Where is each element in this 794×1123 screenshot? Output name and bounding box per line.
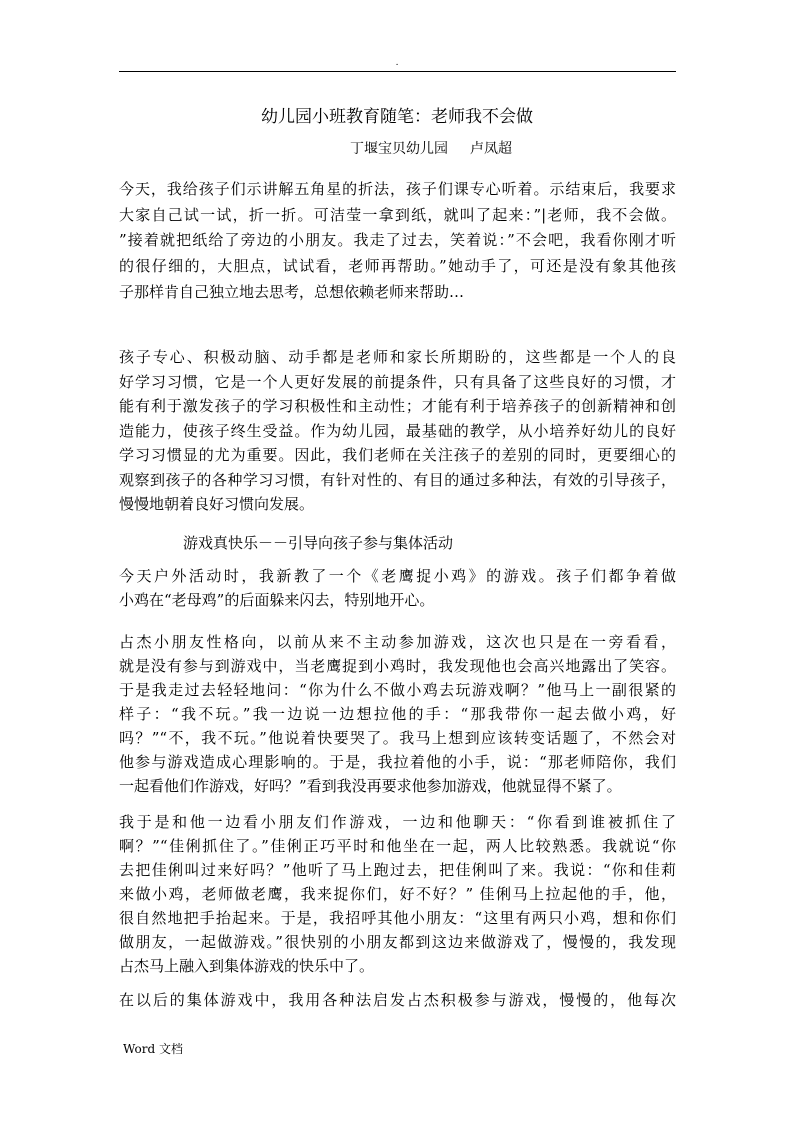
paragraph-5 (119, 810, 676, 978)
paragraph-6 (119, 988, 676, 1012)
paragraph-3 (119, 564, 676, 612)
header-rule (119, 71, 676, 72)
author-line (350, 139, 512, 159)
paragraph-1 (119, 177, 676, 305)
text-line: ”接着就把纸给了旁边的小朋友。我走了过去，笑着说：”不会吧，我看你刚才听 (119, 231, 676, 250)
footer-label: Word 文档 (123, 1042, 183, 1056)
text-line: 于是我走过去轻轻地问：“你为什么不做小鸡去玩游戏啊？”他马上一副很紧的 (119, 681, 676, 699)
text-line: 啊？”“佳俐抓住了。”佳俐正巧平时和他坐在一起，两人比较熟悉。我就说“你 (119, 837, 676, 855)
text-line: 来做小鸡，老师做老鹰，我来捉你们，好不好？” 佳俐马上拉起他的手，他， (119, 885, 676, 903)
text-line: 占杰马上融入到集体游戏的快乐中了。 (119, 957, 375, 975)
text-line: 很自然地把手抬起来。于是，我招呼其他小朋友：“这里有两只小鸡，想和你们 (119, 909, 676, 927)
text-line: 一起看他们作游戏，好吗？”看到我没再要求他参加游戏，他就显得不紧了。 (119, 777, 622, 795)
text-line: 我于是和他一边看小朋友们作游戏，一边和他聊天：“你看到谁被抓住了 (119, 813, 676, 831)
author-name: 卢凤超 (470, 141, 512, 157)
text-line: 今天，我给孩子们示讲解五角星的折法，孩子们课专心听着。示结束后，我要求 (119, 180, 676, 198)
text-line: 他参与游戏造成心理影响的。于是，我拉着他的小手，说：“那老师陪你，我们 (119, 753, 676, 771)
text-line: 造能力，使孩子终生受益。作为幼儿园，最基础的教学，从小培养好幼儿的良好 (119, 421, 676, 440)
text-line: 能有利于激发孩子的学习积极性和主动性；才能有利于培养孩子的创新精神和创 (119, 397, 676, 415)
document-title: 幼儿园小班教育随笔：老师我不会做 (261, 107, 533, 127)
text-line: 大家自己试一试，折一折。可洁莹一拿到纸，就叫了起来：”|老师，我不会做。 (119, 205, 676, 224)
text-line: 做朋友，一起做游戏。”很快别的小朋友都到这边来做游戏了，慢慢的，我发现 (119, 933, 676, 951)
text-line: 在以后的集体游戏中，我用各种法启发占杰积极参与游戏，慢慢的，他每次 (119, 991, 676, 1009)
text-line: 占杰小朋友性格向，以前从来不主动参加游戏，这次也只是在一旁看看， (119, 633, 676, 651)
section-subheading: 游戏真快乐－－引导向孩子参与集体活动 (183, 534, 454, 552)
header-mark: . (395, 58, 399, 68)
text-line: 去把佳俐叫过来好吗？”他听了马上跑过去，把佳俐叫了来。我说：“你和佳莉 (119, 861, 676, 879)
text-line: 小鸡在“老母鸡”的后面躲来闪去，特别地开心。 (119, 591, 435, 609)
paragraph-2 (119, 345, 676, 517)
text-line: 观察到孩子的各种学习习惯，有针对性的、有目的通过多种法，有效的引导孩子， (119, 470, 676, 489)
text-line: 学习习惯显的尤为重要。因此，我们老师在关注孩子的差别的同时，更要细心的 (119, 446, 676, 464)
text-line: 孩子专心、积极动脑、动手都是老师和家长所期盼的，这些都是一个人的良 (119, 348, 676, 366)
text-line: 的很仔细的，大胆点，试试看，老师再帮助。”她动手了，可还是没有象其他孩 (119, 257, 676, 276)
text-line: 样子：“我不玩。”我一边说一边想拉他的手：“那我带你一起去做小鸡，好 (119, 705, 676, 723)
text-line: 慢慢地朝着良好习惯向发展。 (119, 495, 315, 513)
text-line: 好学习习惯，它是一个人更好发展的前提条件，只有具备了这些良好的习惯，才 (119, 372, 676, 391)
text-line: 吗？”“不，我不玩。”他说着快要哭了。我马上想到应该转变话题了，不然会对 (119, 729, 676, 747)
text-line: 子那样肯自己独立地去思考，总想依赖老师来帮助… (119, 282, 465, 301)
paragraph-4 (119, 630, 676, 798)
text-line: 今天户外活动时，我新教了一个《老鹰捉小鸡》的游戏。孩子们都争着做 (119, 567, 676, 585)
author-school: 丁堰宝贝幼儿园 (350, 141, 448, 157)
text-line: 就是没有参与到游戏中，当老鹰捉到小鸡时，我发现他也会高兴地露出了笑容。 (119, 657, 676, 675)
